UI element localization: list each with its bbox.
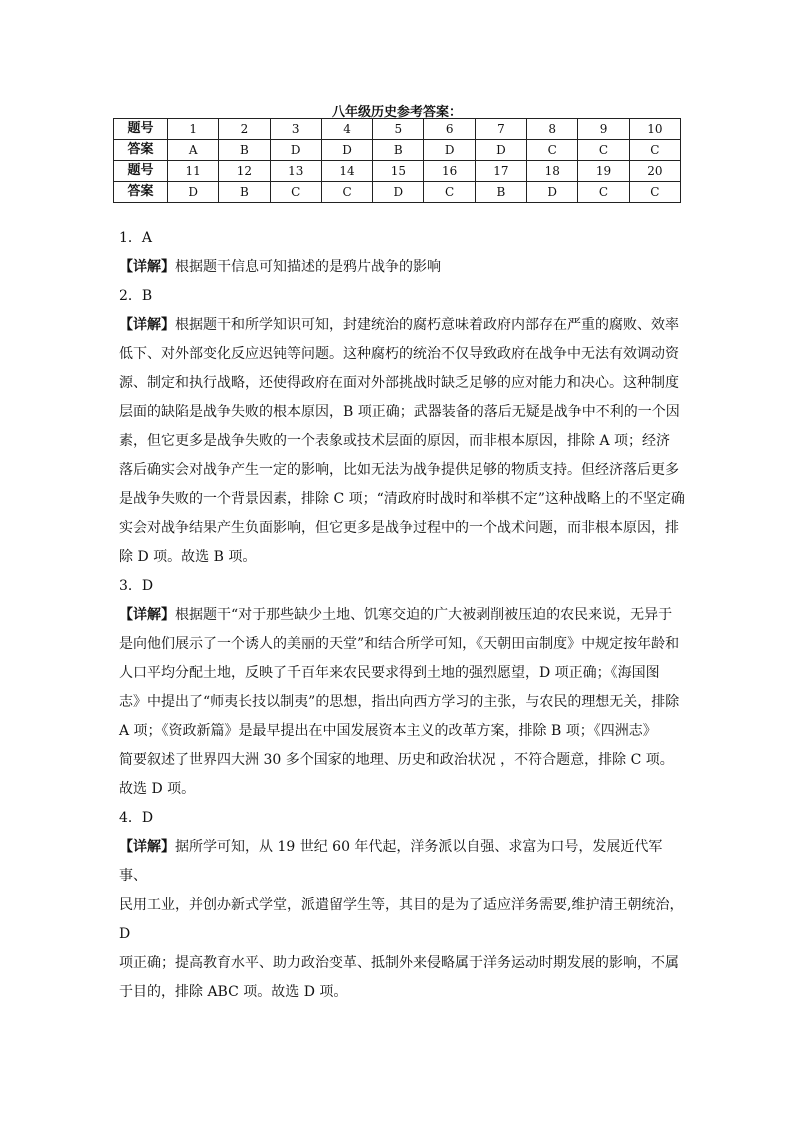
detail-tag: 【详解】 [119, 317, 175, 333]
table-cell: 18 [527, 161, 578, 182]
table-cell: B [219, 140, 270, 161]
explanation-line: 简要叙述了世界四大洲 30 多个国家的地理、历史和政治状况 ，不符合题意，排除 C 项。 [119, 752, 674, 768]
explanation-line: 人口平均分配土地，反映了千百年来农民要求得到土地的强烈愿望，D 项正确；《海国图 [119, 665, 660, 681]
table-cell: C [424, 182, 475, 203]
table-cell: C [578, 182, 629, 203]
explanation-text: 据所学可知，从 19 世纪 60 年代起，洋务派以自强、求富为口号，发展近代军事、 [119, 839, 663, 884]
question-number: 4．D [119, 810, 154, 826]
table-cell: 2 [219, 119, 270, 140]
explanation-line: 素，但它更多是战争失败的一个表象或技术层面的原因，而非根本原因，排除 A 项；经济 [119, 433, 671, 449]
table-cell: 15 [373, 161, 424, 182]
table-cell: D [270, 140, 321, 161]
table-cell: 12 [219, 161, 270, 182]
table-cell: C [629, 182, 680, 203]
table-cell: C [578, 140, 629, 161]
row-label: 题号 [114, 119, 168, 140]
table-cell: 20 [629, 161, 680, 182]
table-cell: 4 [321, 119, 372, 140]
explanation-text: 根据题干信息可知描述的是鸦片战争的影响 [175, 259, 441, 275]
table-cell: A [168, 140, 219, 161]
explanations [119, 224, 689, 1007]
explanation-line: 志》中提出了“师夷长技以制夷”的思想，指出向西方学习的主张，与农民的理想无关，排除 [119, 694, 680, 710]
explanation-line: 项正确；提高教育水平、助力政治变革、抵制外来侵略属于洋务运动时期发展的影响，不属 [119, 955, 679, 971]
table-cell: 10 [629, 119, 680, 140]
explanation-line [119, 253, 689, 282]
table-cell: D [168, 182, 219, 203]
table-cell: D [424, 140, 475, 161]
explanation-line [119, 833, 689, 891]
explanation-text: 根据题干“对于那些缺少土地、饥寒交迫的广大被剥削被压迫的农民来说，无异于 [175, 607, 673, 623]
explanation-line: 实会对战争结果产生负面影响，但它更多是战争过程中的一个战术问题，而非根本原因，排 [119, 520, 679, 536]
detail-tag: 【详解】 [119, 839, 175, 855]
table-row [114, 119, 681, 140]
row-label: 题号 [114, 161, 168, 182]
explanation-line: 源、制定和执行战略，还使得政府在面对外部挑战时缺乏足够的应对能力和决心。这种制度 [119, 375, 679, 391]
table-cell: D [321, 140, 372, 161]
table-cell: 11 [168, 161, 219, 182]
explanation-text: 根据题干和所学知识可知，封建统治的腐朽意味着政府内部存在严重的腐败、效率 [175, 317, 679, 333]
table-cell: B [373, 140, 424, 161]
explanation-line: 除 D 项。故选 B 项。 [119, 549, 257, 565]
table-cell: 14 [321, 161, 372, 182]
explanation-line: 低下、对外部变化反应迟钝等问题。这种腐朽的统治不仅导致政府在战争中无法有效调动资 [119, 346, 679, 362]
question-number: 2．B [119, 288, 153, 304]
explanation-line: 民用工业，并创办新式学堂，派遣留学生等，其目的是为了适应洋务需要,维护清王朝统治，D [119, 897, 684, 942]
table-cell: D [527, 182, 578, 203]
table-cell: B [219, 182, 270, 203]
explanation-line: 故选 D 项。 [119, 781, 196, 797]
table-cell: 13 [270, 161, 321, 182]
table-row [114, 140, 681, 161]
table-cell: 8 [527, 119, 578, 140]
answer-table [113, 118, 681, 203]
table-cell: 1 [168, 119, 219, 140]
table-row [114, 161, 681, 182]
table-cell: 17 [475, 161, 526, 182]
question-number: 1．A [119, 230, 153, 246]
page-title: 八年级历史参考答案： [331, 105, 462, 120]
table-cell: 3 [270, 119, 321, 140]
explanation-line: 层面的缺陷是战争失败的根本原因，B 项正确；武器装备的落后无疑是战争中不利的一个因 [119, 404, 680, 420]
table-cell: 16 [424, 161, 475, 182]
table-row [114, 182, 681, 203]
explanation-line: 于目的，排除 ABC 项。故选 D 项。 [119, 984, 348, 1000]
table-cell: 7 [475, 119, 526, 140]
table-cell: 5 [373, 119, 424, 140]
question-number: 3．D [119, 578, 154, 594]
row-label: 答案 [114, 182, 168, 203]
table-cell: C [270, 182, 321, 203]
table-cell: D [373, 182, 424, 203]
detail-tag: 【详解】 [119, 607, 175, 623]
detail-tag: 【详解】 [119, 259, 175, 275]
explanation-line: 是向他们展示了一个诱人的美丽的天堂”和结合所学可知，《天朝田亩制度》中规定按年龄和 [119, 636, 680, 652]
table-cell: B [475, 182, 526, 203]
table-cell: C [527, 140, 578, 161]
table-cell: C [321, 182, 372, 203]
table-cell: 9 [578, 119, 629, 140]
explanation-line: 落后确实会对战争产生一定的影响，比如无法为战争提供足够的物质支持。但经济落后更多 [119, 462, 679, 478]
explanation-line: A 项；《资政新篇》是最早提出在中国发展资本主义的改革方案，排除 B 项；《四洲志》 [119, 723, 657, 739]
row-label: 答案 [114, 140, 168, 161]
table-cell: 19 [578, 161, 629, 182]
table-cell: D [475, 140, 526, 161]
table-cell: C [629, 140, 680, 161]
explanation-line [119, 311, 689, 340]
explanation-line: 是战争失败的一个背景因素，排除 C 项；“清政府时战时和举棋不定”这种战略上的不坚定确 [119, 491, 685, 507]
table-cell: 6 [424, 119, 475, 140]
explanation-line [119, 601, 689, 630]
